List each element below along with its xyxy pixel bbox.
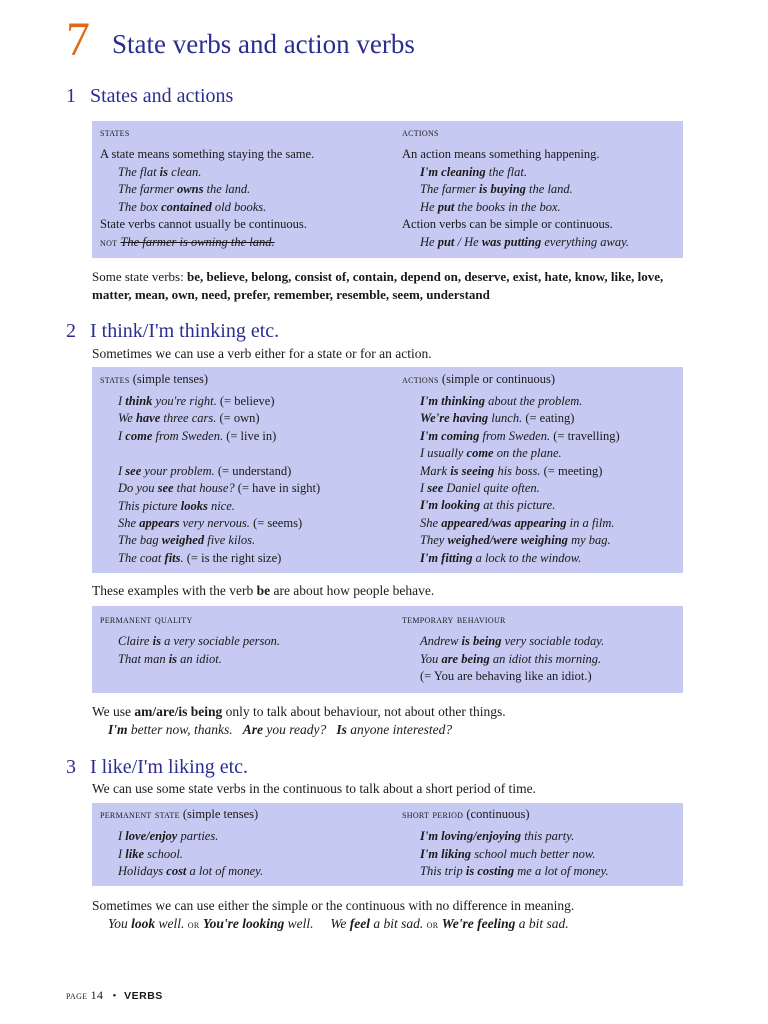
s2-actions-column [402,371,683,567]
example-line: The bag weighed five kilos. [118,533,256,548]
page-footer [66,988,163,1003]
example-line: Action verbs can be simple or continuous. [402,217,613,231]
section-1-title: States and actions [90,85,234,107]
s2-actions-header: actions (simple or continuous) [402,372,556,386]
example-line: I think you're right. (= believe) [118,394,275,408]
s2-states-header: states (simple tenses) [100,372,209,386]
example-line: They weighed/were weighing my bag. [420,533,611,548]
text-line: I'm better now, thanks. Are you ready? Is anyone interested? [108,722,453,737]
section-2-intro: Sometimes we can use a verb either for a state or for an action. [92,346,432,361]
example-line: The box contained old books. [118,199,267,214]
page-number: page 14 [66,988,104,1002]
temporary-behaviour-header: temporary behaviour [402,612,506,626]
example-line: He put / He was putting everything away. [420,234,630,249]
example-line: I'm cleaning the flat. [420,164,527,179]
example-line: Andrew is being very sociable today. [420,634,605,648]
short-period-header: short period (continuous) [402,807,530,821]
permanent-state-header: permanent state (simple tenses) [100,807,259,821]
example-line: I come from Sweden. (= live in) [118,428,277,443]
states-header: states [100,125,130,139]
short-period-column [402,806,683,881]
text-line: Sometimes we can use either the simple or the continuous with no difference in meaning. [92,898,575,913]
example-line: The coat fits. (= is the right size) [118,550,282,565]
example-line: (= You are behaving like an idiot.) [420,669,592,683]
section-3-intro: We can use some state verbs in the continuous to talk about a short period of time. [92,781,536,796]
example-line: Do you see that house? (= have in sight) [118,481,321,496]
chapter-number: 7 [66,13,90,66]
example-line: I'm fitting a lock to the window. [420,550,582,565]
states-lines [100,146,396,251]
footer-topic: VERBS [124,990,163,1002]
section-3-heading [66,754,248,780]
example-line: State verbs cannot usually be continuous. [100,217,307,231]
s2-actions-lines [402,393,683,567]
state-verbs-list [92,268,692,304]
section-1-number: 1 [66,85,76,107]
example-line: I'm thinking about the problem. [420,394,583,408]
example-line: I'm coming from Sweden. (= travelling) [420,428,620,443]
be-examples-intro: These examples with the verb be are about how people behave. [92,583,435,598]
example-line: We have three cars. (= own) [118,411,260,426]
text-line: You look well. or You're looking well. We feel a bit sad. or We're feeling a bit sad. [108,916,569,931]
s2-states-column [100,371,396,567]
text-line: matter, mean, own, need, prefer, remember, resemble, seem, understand [92,287,490,302]
section-2-heading [66,318,279,344]
states-actions-box [92,121,683,258]
permanent-state-lines [100,828,396,881]
example-line: Holidays cost a lot of money. [118,864,264,878]
example-line: This picture looks nice. [118,498,235,513]
example-line: This trip is costing me a lot of money. [420,864,609,878]
example-line: I like school. [118,846,183,861]
example-line: He put the books in the box. [420,199,561,214]
section-3-number: 3 [66,756,76,778]
actions-column [402,124,683,251]
temporary-behaviour-lines [402,633,683,686]
example-line: An action means something happening. [402,147,600,161]
section-2-title: I think/I'm thinking etc. [90,320,280,342]
example-line: I'm looking at this picture. [420,498,556,513]
s2-states-lines [100,393,396,567]
example-line: You are being an idiot this morning. [420,651,602,666]
section-3-title: I like/I'm liking etc. [90,756,249,778]
states-column [100,124,396,251]
example-line: She appears very nervous. (= seems) [118,515,303,530]
simple-continuous-note [92,897,574,933]
think-thinking-box [92,367,683,573]
permanent-quality-lines [100,633,396,668]
text-line: We use am/are/is being only to talk about behaviour, not about other things. [92,704,506,719]
example-line: I love/enjoy parties. [118,829,219,843]
section-2-number: 2 [66,320,76,342]
example-line: Mark is seeing his boss. (= meeting) [420,463,603,478]
example-line: That man is an idiot. [118,651,222,666]
actions-lines [402,146,683,251]
chapter-title: State verbs and action verbs [112,29,415,59]
text-line: Some state verbs: be, believe, belong, consist of, contain, depend on, deserve, exist, hate, know, like, love, [92,269,664,284]
example-line: The flat is clean. [118,164,202,179]
section-1-heading [66,83,233,109]
example-line: A state means something staying the same. [100,147,315,161]
being-note [92,703,506,739]
be-behaviour-box [92,606,683,693]
example-line: I usually come on the plane. [420,446,562,461]
example-line: not The farmer is owning the land. [100,234,275,249]
example-line: The farmer is buying the land. [420,182,573,196]
example-line [118,445,396,463]
example-line: Claire is a very sociable person. [118,634,281,648]
example-line: I'm loving/enjoying this party. [420,829,575,843]
actions-header: actions [402,125,439,139]
short-period-lines [402,828,683,881]
example-line: I see your problem. (= understand) [118,463,292,478]
example-line: She appeared/was appearing in a film. [420,515,615,530]
example-line: I'm liking school much better now. [420,846,596,861]
permanent-state-column [100,806,396,881]
permanent-quality-column [100,611,396,668]
temporary-behaviour-column [402,611,683,686]
bullet-icon: • [112,990,117,1002]
example-line: I see Daniel quite often. [420,481,540,496]
example-line: The farmer owns the land. [118,182,251,196]
permanent-quality-header: permanent quality [100,612,193,626]
like-liking-box [92,803,683,886]
example-line: We're having lunch. (= eating) [420,411,575,426]
